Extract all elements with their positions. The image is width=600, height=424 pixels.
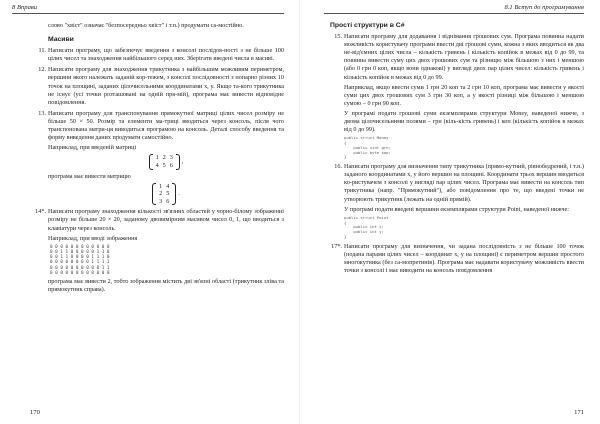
exercise-12	[38, 66, 284, 106]
exercise-text: Написати програму для знаходження трикутника з найбільшим можливим периметром, вершини якого належать заданій кор-тежем, з консолі послідовності з попарно різних 10 точок на площині, заданих цілочисельними координатами x, y. Якщо та-кого трикутника не існує (усі точки розташовані на одній пря-мій), програма має вивести відповідне повідомлення.	[48, 66, 284, 106]
section-heading: Масиви	[48, 36, 74, 44]
exercise-number: 17*.	[331, 242, 342, 250]
image-row: 0 0 0 0 0 0 0 0 0 0 1 1	[50, 265, 110, 271]
image-row: 0 0 1 1 0 0 0 0 1 1 1 0	[50, 255, 110, 261]
exercise-text: Написати програму для визначення типу трикутника (прямо-кутний, рівнобедрений, і т.п.) заданого координатами x, y його вершин на площині. Координати трьох вершин вводяться ко-ристувачем з консолі у вигляді пар цілих чисел. Програма має вивести на консоль тип трикутника (напр. "Прямокутний"), або повідомлення про те, що введені точки не утворюють трикутник (лежать на одній прямій).	[344, 163, 584, 203]
image-row: 0 0 0 0 0 0 0 0 0 0 0 0	[50, 244, 110, 250]
exercise-number: 16.	[334, 163, 342, 171]
exercise-number: 15.	[334, 33, 342, 41]
image-row: 0 0 0 0 0 0 0 0 1 1 1 1	[50, 260, 110, 266]
matrix-cell: 6	[166, 197, 170, 205]
page-body	[35, 22, 284, 297]
page-body	[330, 22, 584, 278]
exercise-text: Написати програму для додавання і віднімання грошових сум. Програма повинна надати можливість користувачу програми ввести дві грошові суми, кожна з яких вводиться як два не-від'ємних цілих числа – кількість гривень і кількість копійок в межах від 0 до 99, та повинна вивести суму цих двох грошових сум та різницю між більшою з них і меншою (або 0 грн 0 коп, якщо вони однакові) у вигляді двох пар цілих чисел: кількість гривень і кількість копійок в межах від 0 до 99.	[344, 33, 584, 81]
code-money-struct: public struct Money { public uint grn; public byte kop; }	[344, 135, 391, 160]
struct-note: У програмі подати грошові суми екземплярами структури Money, наведеної нижче, з двома цілочисельними полями – грн (кіль-кість гривень) і коп (кількість копійок в межах від 0 до 99).	[344, 109, 584, 134]
image-example	[50, 245, 284, 276]
page-number: 171	[574, 409, 584, 416]
exercise-17	[331, 242, 584, 275]
example-text: Наприклад, якщо ввести суми 1 грн 20 коп та 2 грн 10 коп, програма має вивести у якості суми цих двох грошових сум 3 грн 30 коп, а у якості різниці між більшою і меншою сумою – 0 грн 90 коп.	[344, 83, 584, 107]
matrix-cell: 4	[155, 161, 159, 169]
output-intro: програма має вивести матрицю	[48, 172, 131, 180]
exercise-16	[334, 163, 584, 240]
matrix-cell: 2	[159, 190, 163, 198]
matrix-cell: 1	[155, 154, 159, 162]
example-intro: Наприклад, при введеній матриці	[48, 144, 137, 152]
matrix-row	[157, 190, 171, 198]
exercise-15	[334, 33, 584, 160]
exercise-11	[38, 47, 284, 63]
exercise-number: 11.	[38, 47, 46, 55]
section-title: 8.1 Вступ до програмування	[504, 4, 584, 11]
image-row: 0 0 1 1 0 0 0 0 0 1 1 0	[50, 249, 110, 255]
matrix-cell: 3	[169, 154, 173, 162]
exercise-text: Написати програму для визначення, чи задана послідовність з не більше 100 точок (подана парами цілих чисел – координат x, y на площині) є периметром вершин простого многокутника (без са-мопретинів). Програма має надавати користувачу можливість ввести точки з консолі і має виводити на консоль повідомлення	[344, 242, 584, 275]
exercise-number: 14*.	[35, 208, 46, 216]
matrix-cell: 3	[159, 197, 163, 205]
exercise-number: 13.	[38, 109, 46, 117]
matrix-cell: 2	[162, 154, 166, 162]
matrix-cell: 4	[166, 182, 170, 190]
matrix-cell: 5	[166, 190, 170, 198]
matrix-cell: 5	[162, 161, 166, 169]
image-row: 0 0 0 0 0 0 0 0 0 0 0 0	[50, 270, 110, 276]
exercise-number: 12.	[38, 66, 46, 74]
matrix-row	[157, 183, 171, 191]
matrix-row	[154, 162, 175, 170]
example-output: програма має вивести 2, тобто зображення містить дві зв'язні області (трикутник зліва та прямокутник справа).	[48, 277, 284, 294]
matrix-row	[157, 198, 171, 206]
section-heading: Прості структури в C#	[330, 22, 405, 29]
matrix-cell: 1	[159, 182, 163, 190]
exercise-text: Написати програму для транспонування прямокутної матриці цілих чисел розміру не більше 50 × 50. Розмір та елементи ма-триці вводяться через консоль, після чого транспонована матри-ця виводиться програмою на консоль. Деталі способу введення та форму виведення даних продумати самостійно.	[48, 109, 284, 142]
input-matrix: 1 2 3 4 5 6 ,	[48, 154, 284, 169]
intro-text: слово "хвіст" означає "безпосередньо хвіст" і т.п.) продумати са-мостійно.	[48, 22, 244, 29]
header-rule	[12, 13, 284, 14]
exercise-text: Написати програму знаходження кількості зв'язних областей у чорно-білому зображенні розміру не більше 20 × 20, заданому двовимірним масивом чисел 0, 1, що вводиться з клавіатури через консоль.	[48, 208, 284, 232]
struct-note: У програмі подати введені вершини екземплярами структури Point, наведеної нижче:	[344, 205, 569, 213]
exercise-13	[38, 109, 284, 206]
chapter-title: 8 Вправи	[12, 4, 38, 11]
exercise-text: Написати програму, що забезпечує введення з консолі послідов-ності з не більше 100 цілих чисел та знаходження найбільшого серед них. Зберігати введені числа в масиві.	[48, 47, 284, 63]
header-rule	[324, 13, 584, 14]
output-matrix: 1 4 2 5 3 6 .	[48, 183, 284, 206]
example-intro: Наприклад, при вводі зображення	[48, 234, 138, 242]
matrix-cell: 6	[169, 161, 173, 169]
matrix-row	[154, 154, 175, 162]
exercise-14	[35, 208, 284, 294]
page-number: 170	[30, 409, 40, 416]
code-point-struct: public struct Point { public int x; public int y; }	[344, 214, 389, 239]
right-page	[300, 0, 600, 424]
